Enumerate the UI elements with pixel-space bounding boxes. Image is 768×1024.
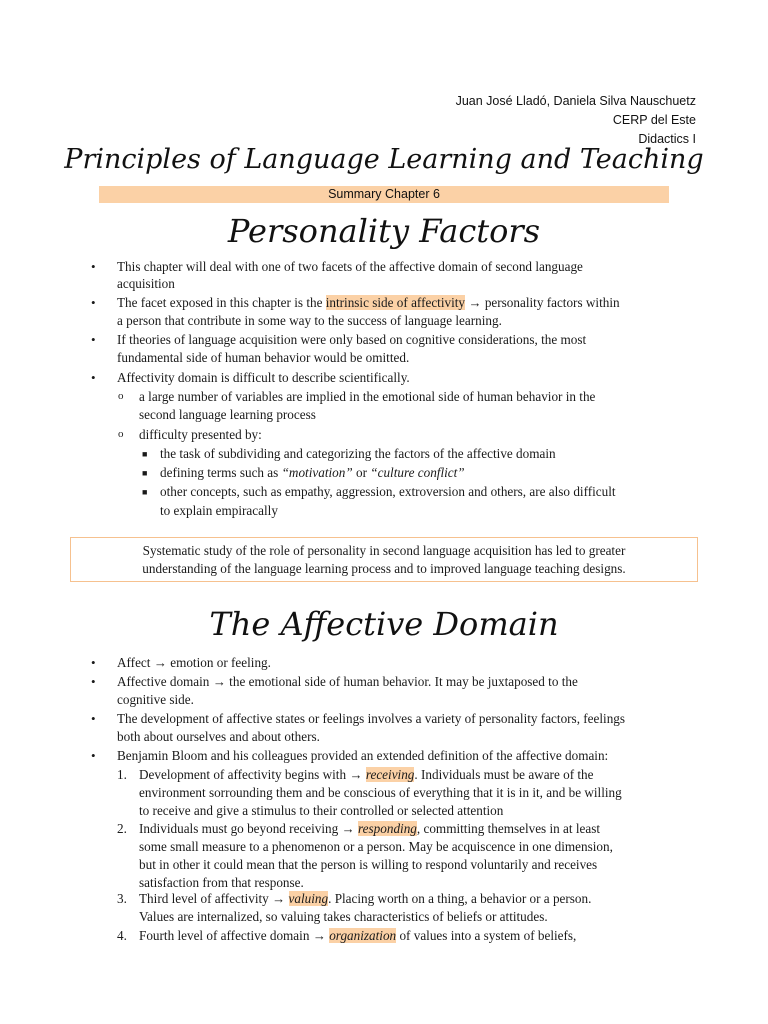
numbered-item-cont: some small measure to a phenomenon or a person. May be acquiscence in one dimension, xyxy=(139,839,613,854)
authors-name: Juan José Lladó, Daniela Silva Nauschuetz xyxy=(455,94,696,108)
list-number: 3. xyxy=(117,891,127,906)
numbered-item: Individuals must go beyond receiving → responding, committing themselves in at least xyxy=(139,821,601,836)
numbered-item-cont: environment sorrounding them and be conscious of everything that it is in it, and be willing xyxy=(139,785,622,800)
highlighted-term: receiving xyxy=(365,767,415,782)
list-item: Affect → emotion or feeling. xyxy=(117,655,271,670)
institution: CERP del Este xyxy=(612,113,696,127)
list-item-cont: cognitive side. xyxy=(117,692,194,707)
list-item-cont: both about ourselves and about others. xyxy=(117,729,320,744)
numbered-item-cont: satisfaction from that response. xyxy=(139,875,304,890)
list-item: Affective domain → the emotional side of human behavior. It may be juxtaposed to the xyxy=(117,674,578,689)
sub-sub-list-item: other concepts, such as empathy, aggression, extroversion and others, are also difficult xyxy=(160,484,616,499)
highlighted-term: valuing xyxy=(288,891,329,906)
bullet-glyph: • xyxy=(91,711,96,726)
section-heading-affective-domain: The Affective Domain xyxy=(209,605,559,643)
numbered-item: Fourth level of affective domain → organization of values into a system of beliefs, xyxy=(139,928,577,943)
bullet-glyph: • xyxy=(91,332,96,347)
highlighted-term: responding xyxy=(358,821,417,836)
sub-bullet-glyph: o xyxy=(118,390,124,402)
section-heading-personality: Personality Factors xyxy=(227,212,541,250)
bullet-glyph: • xyxy=(91,748,96,763)
course-name: Didactics I xyxy=(638,132,696,146)
list-item-cont: fundamental side of human behavior would be omitted. xyxy=(117,350,410,365)
sub-list-item-cont: second language learning process xyxy=(139,407,316,422)
sub-sub-bullet-glyph: ■ xyxy=(142,487,148,497)
callout-line: understanding of the language learning process and to improved language teaching designs. xyxy=(142,561,626,576)
highlighted-term: organization xyxy=(329,928,397,943)
sub-sub-list-item: the task of subdividing and categorizing the factors of the affective domain xyxy=(160,446,556,461)
bullet-glyph: • xyxy=(91,674,96,689)
list-number: 4. xyxy=(117,928,127,943)
list-item: Benjamin Bloom and his colleagues provided an extended definition of the affective domain: xyxy=(117,748,609,763)
sub-sub-list-item: defining terms such as “motivation” or “culture conflict” xyxy=(160,465,465,480)
bullet-glyph: • xyxy=(91,370,96,385)
list-item: If theories of language acquisition were only based on cognitive considerations, the most xyxy=(117,332,587,347)
bullet-glyph: • xyxy=(91,259,96,274)
author-block xyxy=(456,92,696,149)
list-number: 2. xyxy=(117,821,127,836)
list-item-cont: acquisition xyxy=(117,276,175,291)
sub-bullet-glyph: o xyxy=(118,428,124,440)
sub-list-item: difficulty presented by: xyxy=(139,427,262,442)
numbered-item: Development of affectivity begins with → receiving. Individuals must be aware of the xyxy=(139,767,594,782)
numbered-item-cont: to receive and give a stimulus to their controlled or selected attention xyxy=(139,803,504,818)
document-subtitle: Summary Chapter 6 xyxy=(328,187,440,201)
list-item: The facet exposed in this chapter is the intrinsic side of affectivity → personality factors within xyxy=(117,295,620,310)
list-number: 1. xyxy=(117,767,127,782)
sub-list-item: a large number of variables are implied in the emotional side of human behavior in the xyxy=(139,389,596,404)
sub-sub-bullet-glyph: ■ xyxy=(142,449,148,459)
bullet-glyph: • xyxy=(91,295,96,310)
callout-line: Systematic study of the role of personality in second language acquisition has led to greater xyxy=(142,543,626,558)
numbered-item-cont: Values are internalized, so valuing takes characteristics of beliefs or attitudes. xyxy=(139,909,548,924)
callout-box xyxy=(70,537,698,582)
document-title: Principles of Language Learning and Teaching xyxy=(64,144,704,175)
sub-sub-bullet-glyph: ■ xyxy=(142,468,148,478)
list-item: The development of affective states or feelings involves a variety of personality factors, feelings xyxy=(117,711,626,726)
highlighted-term: intrinsic side of affectivity xyxy=(325,295,466,310)
list-item: This chapter will deal with one of two facets of the affective domain of second language xyxy=(117,259,583,274)
bullet-glyph: • xyxy=(91,655,96,670)
list-item-cont: a person that contribute in some way to the success of language learning. xyxy=(117,313,502,328)
list-item: Affectivity domain is difficult to describe scientifically. xyxy=(117,370,410,385)
numbered-item-cont: but in other it could mean that the person is willing to respond voluntarily and receives xyxy=(139,857,598,872)
sub-sub-list-item-cont: to explain empiracally xyxy=(160,503,278,518)
numbered-item: Third level of affectivity → valuing. Placing worth on a thing, a behavior or a person. xyxy=(139,891,592,906)
